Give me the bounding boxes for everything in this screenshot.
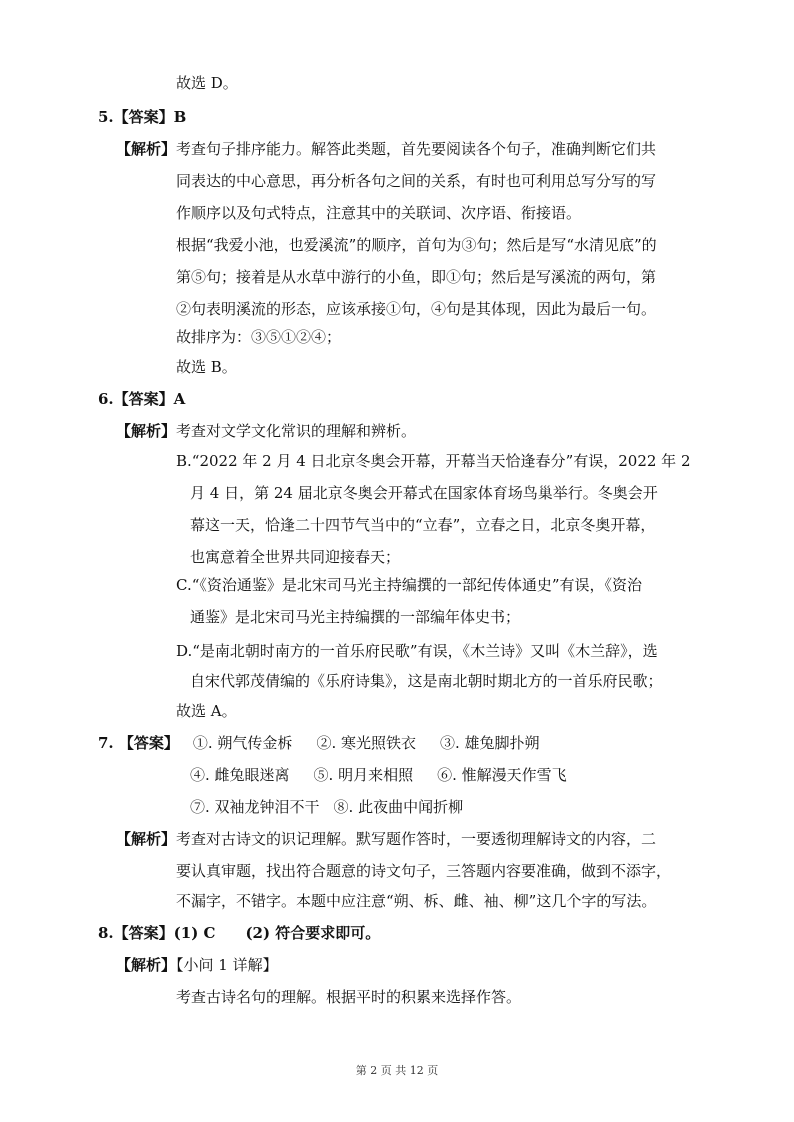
text-line: 考查古诗名句的理解。根据平时的积累来选择作答。 bbox=[176, 988, 522, 1006]
text-line: 考查句子排序能力。解答此类题，首先要阅读各个句子，准确判断它们共 bbox=[176, 140, 657, 158]
answer-item: ⑧. 此夜曲中闻折柳 bbox=[333, 798, 464, 816]
sub-heading: 【小问 1 详解】 bbox=[176, 956, 278, 974]
analysis-block-6 bbox=[116, 420, 416, 442]
text-line: 故排序为：③⑤①②④； bbox=[176, 328, 342, 346]
answer-item: ③. 雄兔脚扑朔 bbox=[439, 734, 540, 752]
analysis-block-7 bbox=[116, 828, 656, 850]
text-line: 要认真审题，找出符合题意的诗文句子，三答题内容要准确，做到不添字， bbox=[176, 862, 672, 880]
text-line: 同表达的中心意思，再分析各句之间的关系，有时也可利用总写分写的写 bbox=[176, 172, 657, 190]
text-line: 故选 B。 bbox=[176, 358, 237, 376]
text-line: D.“是南北朝时南方的一首乐府民歌”有误，《木兰诗》又叫《木兰辞》，选 bbox=[176, 642, 658, 660]
answer-item: ①. 朔气传金柝 bbox=[192, 734, 293, 752]
answer-item: ②. 寒光照铁衣 bbox=[316, 734, 416, 752]
analysis-label: 【解析】 bbox=[116, 956, 177, 974]
text-line: 故选 A。 bbox=[176, 702, 237, 720]
answer-row-7c bbox=[190, 796, 463, 818]
text-line: B.“2022 年 2 月 4 日北京冬奥会开幕，开幕当天恰逢春分”有误，2022 年 2 bbox=[176, 452, 691, 470]
text-line: 故选 D。 bbox=[176, 74, 238, 92]
text-line: 自宋代郭茂倩编的《乐府诗集》，这是南北朝时期北方的一首乐府民歌； bbox=[190, 672, 663, 690]
text-line: 第⑤句；接着是从水草中游行的小鱼，即①句；然后是写溪流的两句，第 bbox=[176, 268, 657, 286]
page-footer: 第 2 页 共 12 页 bbox=[355, 1064, 439, 1077]
analysis-block-8 bbox=[116, 954, 278, 976]
text-line: 通鉴》是北宋司马光主持编撰的一部编年体史书； bbox=[190, 608, 521, 626]
text-line: 根据“我爱小池，也爱溪流”的顺序，首句为③句；然后是写“水清见底”的 bbox=[176, 236, 657, 254]
answer-item: ⑦. 双袖龙钟泪不干 bbox=[190, 798, 320, 816]
analysis-label: 【解析】 bbox=[116, 422, 177, 440]
answer-heading-8: 8.【答案】(1) C (2) 符合要求即可。 bbox=[98, 924, 381, 942]
text-line: 月 4 日，第 24 届北京冬奥会开幕式在国家体育场鸟巢举行。冬奥会开 bbox=[190, 484, 658, 502]
text-line: ②句表明溪流的形态，应该承接①句，④句是其体现，因此为最后一句。 bbox=[176, 300, 657, 318]
answer-heading-5: 5.【答案】B bbox=[98, 108, 187, 126]
answer-heading-7: 7. 【答案】 bbox=[98, 734, 179, 752]
text-line: 也寓意着全世界共同迎接春天； bbox=[190, 548, 401, 566]
text-line: 作顺序以及句式特点，注意其中的关联词、次序语、衔接语。 bbox=[176, 204, 582, 222]
answer-row-7b bbox=[190, 764, 567, 786]
analysis-block-5 bbox=[116, 138, 656, 160]
text-line: 不漏字，不错字。本题中应注意“朔、柝、雌、袖、柳”这几个字的写法。 bbox=[176, 892, 657, 910]
text-line: 考查对文学文化常识的理解和辨析。 bbox=[176, 422, 417, 440]
text-line: 考查对古诗文的识记理解。默写题作答时，一要透彻理解诗文的内容，二 bbox=[176, 830, 657, 848]
text-line: 幕这一天，恰逢二十四节气当中的“立春”，立春之日，北京冬奥开幕， bbox=[190, 516, 656, 534]
answer-item: ④. 雌兔眼迷离 bbox=[190, 766, 290, 784]
answer-item: ⑥. 惟解漫天作雪飞 bbox=[437, 766, 567, 784]
answer-item: ⑤. 明月来相照 bbox=[313, 766, 414, 784]
analysis-label: 【解析】 bbox=[116, 140, 177, 158]
answer-row-7a bbox=[98, 732, 540, 754]
text-line: C.“《资治通鉴》是北宋司马光主持编撰的一部纪传体通史”有误，《资治 bbox=[176, 576, 643, 594]
analysis-label: 【解析】 bbox=[116, 830, 177, 848]
answer-heading-6: 6.【答案】A bbox=[98, 390, 186, 408]
